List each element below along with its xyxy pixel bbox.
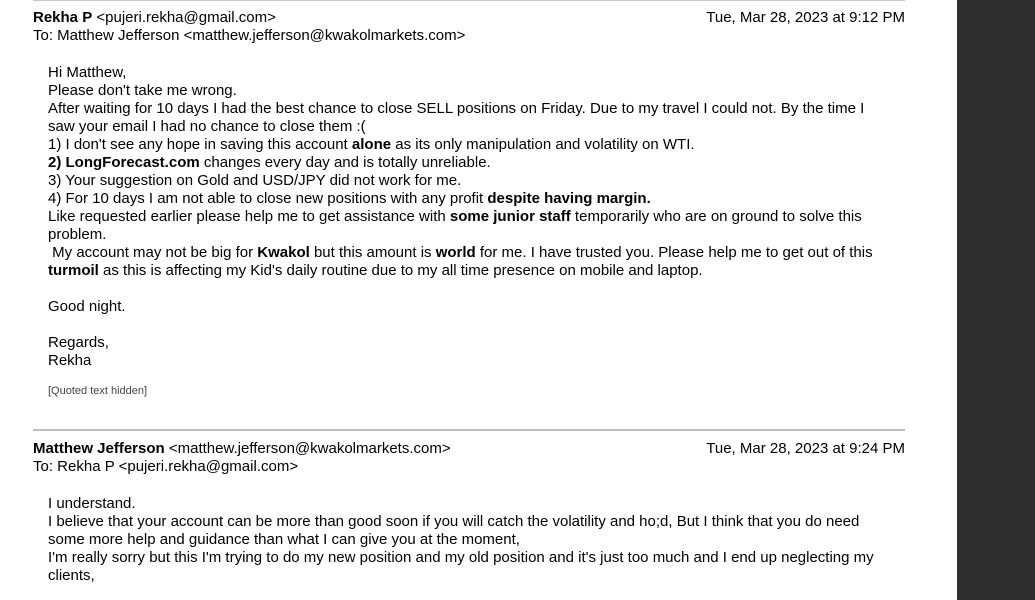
message-divider — [33, 429, 905, 431]
recipient-line: To: Matthew Jefferson <matthew.jefferson@kwakolmarkets.com> — [33, 27, 466, 44]
message-header — [33, 440, 905, 458]
recipient-line: To: Rekha P <pujeri.rekha@gmail.com> — [33, 458, 299, 475]
email-message-matthew — [33, 440, 905, 585]
body-point-2: 2) LongForecast.com changes every day and is totally unreliable. — [48, 154, 491, 171]
message-body — [48, 64, 888, 398]
body-line: I'm really sorry but this I'm trying to do my new position and my old position and it's just too much and I end up neglecting my clients, — [48, 549, 874, 584]
message-date: Tue, Mar 28, 2023 at 9:24 PM — [706, 440, 905, 457]
body-line: I believe that your account can be more than good soon if you will catch the volatility and ho;d, But I think that you do need some more help and guidance than what I can give you at the moment, — [48, 513, 860, 548]
body-point-1: 1) I don't see any hope in saving this account alone as its only manipulation and volatility on WTI. — [48, 136, 695, 153]
body-line: Please don't take me wrong. — [48, 82, 237, 99]
body-signature: Rekha — [48, 352, 92, 369]
quoted-text-hidden-link[interactable]: [Quoted text hidden] — [48, 385, 148, 397]
email-message-rekha — [33, 9, 905, 398]
body-point-3: 3) Your suggestion on Gold and USD/JPY did not work for me. — [48, 172, 462, 189]
message-date: Tue, Mar 28, 2023 at 9:12 PM — [706, 9, 905, 26]
body-goodnight: Good night. — [48, 298, 126, 315]
body-point-4: 4) For 10 days I am not able to close new positions with any profit despite having margin. — [48, 190, 651, 207]
sender-email: <pujeri.rekha@gmail.com> — [96, 9, 276, 26]
body-regards: Regards, — [48, 334, 109, 351]
sender-name: Rekha P — [33, 9, 93, 26]
dark-side-panel — [957, 0, 1035, 600]
body-appeal: My account may not be big for Kwakol but this amount is world for me. I have trusted you. Please help me to get out of this turmoil as this is affecting my Kid's daily routine due to my all time presence on mobile and laptop. — [48, 244, 873, 279]
sender-name: Matthew Jefferson — [33, 440, 165, 457]
body-greeting: Hi Matthew, — [48, 64, 127, 81]
message-header — [33, 9, 905, 27]
body-request: Like requested earlier please help me to get assistance with some junior staff temporarily who are on ground to solve this problem. — [48, 208, 862, 243]
message-body — [48, 495, 888, 585]
body-line: After waiting for 10 days I had the best chance to close SELL positions on Friday. Due to my travel I could not. By the time I saw your email I had no chance to close them :( — [48, 100, 865, 135]
sender-email: <matthew.jefferson@kwakolmarkets.com> — [168, 440, 451, 457]
body-line: I understand. — [48, 495, 136, 512]
top-divider — [33, 0, 905, 1]
